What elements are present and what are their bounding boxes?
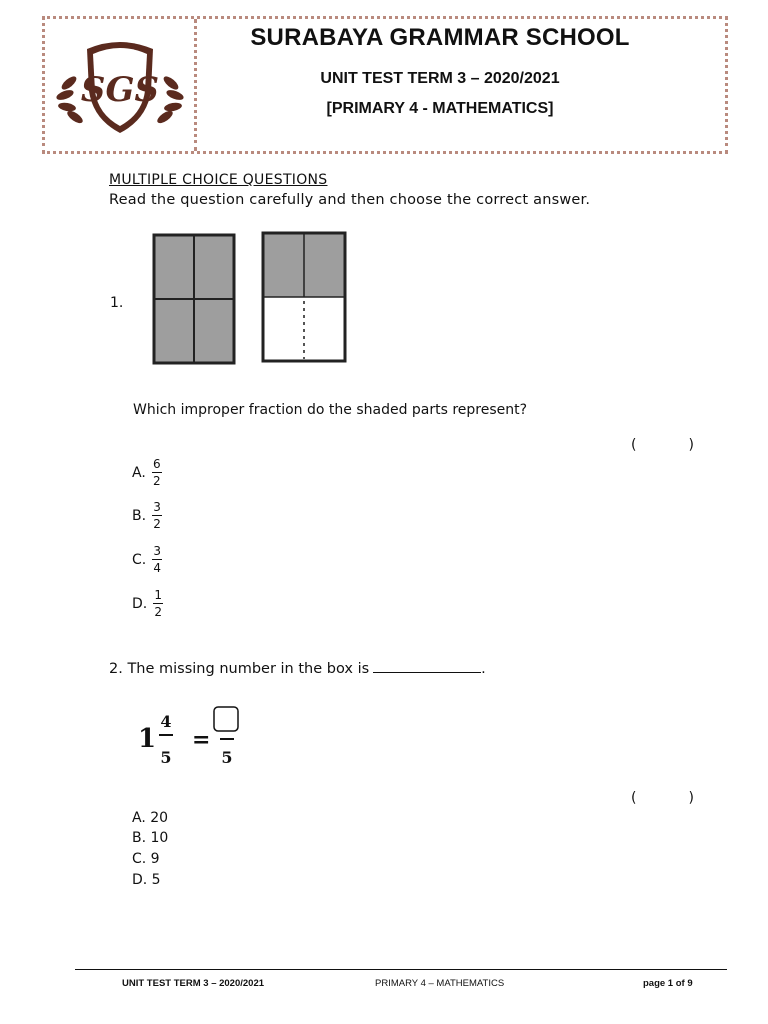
q2-option-b[interactable]: B. 10 bbox=[132, 830, 169, 846]
svg-text:1: 1 bbox=[138, 724, 157, 754]
q2-option-d[interactable]: D. 5 bbox=[132, 872, 161, 888]
q1-number: 1. bbox=[110, 295, 124, 311]
q1-question: Which improper fraction do the shaded parts represent? bbox=[133, 402, 528, 418]
footer-divider bbox=[75, 969, 727, 970]
option-fraction: $\frac{3}{2}$ bbox=[153, 500, 161, 531]
option-fraction: $\frac{1}{2}$ bbox=[154, 588, 163, 619]
svg-text:=: = bbox=[192, 727, 211, 753]
q1-answer-open: ( bbox=[631, 437, 637, 453]
option-letter: C. bbox=[132, 551, 147, 568]
q1-option-a[interactable] bbox=[132, 458, 162, 487]
q2-option-c[interactable]: C. 9 bbox=[132, 851, 160, 867]
q2-answer-close: ) bbox=[688, 790, 694, 806]
q2-answer-box[interactable] bbox=[631, 790, 694, 806]
footer-page-number: page 1 of 9 bbox=[643, 978, 693, 989]
q1-answer-box[interactable] bbox=[631, 437, 694, 453]
svg-text:SGS: SGS bbox=[80, 70, 160, 110]
q1-option-c[interactable] bbox=[132, 545, 162, 574]
q1-option-d[interactable] bbox=[132, 589, 163, 618]
q1-figure-rect-1 bbox=[152, 233, 236, 365]
q2-answer-open: ( bbox=[631, 790, 637, 806]
q1-option-b[interactable] bbox=[132, 501, 162, 530]
q2-blank[interactable] bbox=[373, 660, 481, 673]
q2-option-a[interactable]: A. 20 bbox=[132, 810, 169, 826]
laurel-right-icon bbox=[155, 74, 184, 125]
school-name: SURABAYA GRAMMAR SCHOOL bbox=[250, 24, 630, 51]
option-letter: B. bbox=[132, 507, 147, 524]
footer-left: UNIT TEST TERM 3 – 2020/2021 bbox=[122, 978, 265, 989]
section-title: MULTIPLE CHOICE QUESTIONS bbox=[109, 172, 328, 188]
q2-question: 2. The missing number in the box is . bbox=[109, 661, 486, 677]
option-letter: D. bbox=[132, 595, 148, 612]
option-letter: A. bbox=[132, 464, 146, 481]
q2-mixed-number-figure bbox=[138, 705, 248, 771]
svg-text:4: 4 bbox=[160, 712, 172, 731]
subject-title: [PRIMARY 4 - MATHEMATICS] bbox=[326, 100, 554, 117]
test-title: UNIT TEST TERM 3 – 2020/2021 bbox=[320, 70, 560, 87]
option-fraction: $\frac{3}{4}$ bbox=[153, 544, 162, 575]
svg-text:5: 5 bbox=[160, 748, 172, 767]
logo-cell bbox=[45, 19, 197, 151]
q1-answer-close: ) bbox=[688, 437, 694, 453]
q1-figure-rect-2 bbox=[261, 231, 347, 363]
school-logo bbox=[47, 21, 193, 153]
section-instruction: Read the question carefully and then choose the correct answer. bbox=[109, 192, 591, 208]
footer-center: PRIMARY 4 – MATHEMATICS bbox=[375, 978, 505, 989]
svg-text:5: 5 bbox=[221, 748, 233, 767]
q2-answer-box-icon bbox=[214, 707, 238, 731]
option-fraction: $\frac{6}{2}$ bbox=[152, 457, 161, 488]
